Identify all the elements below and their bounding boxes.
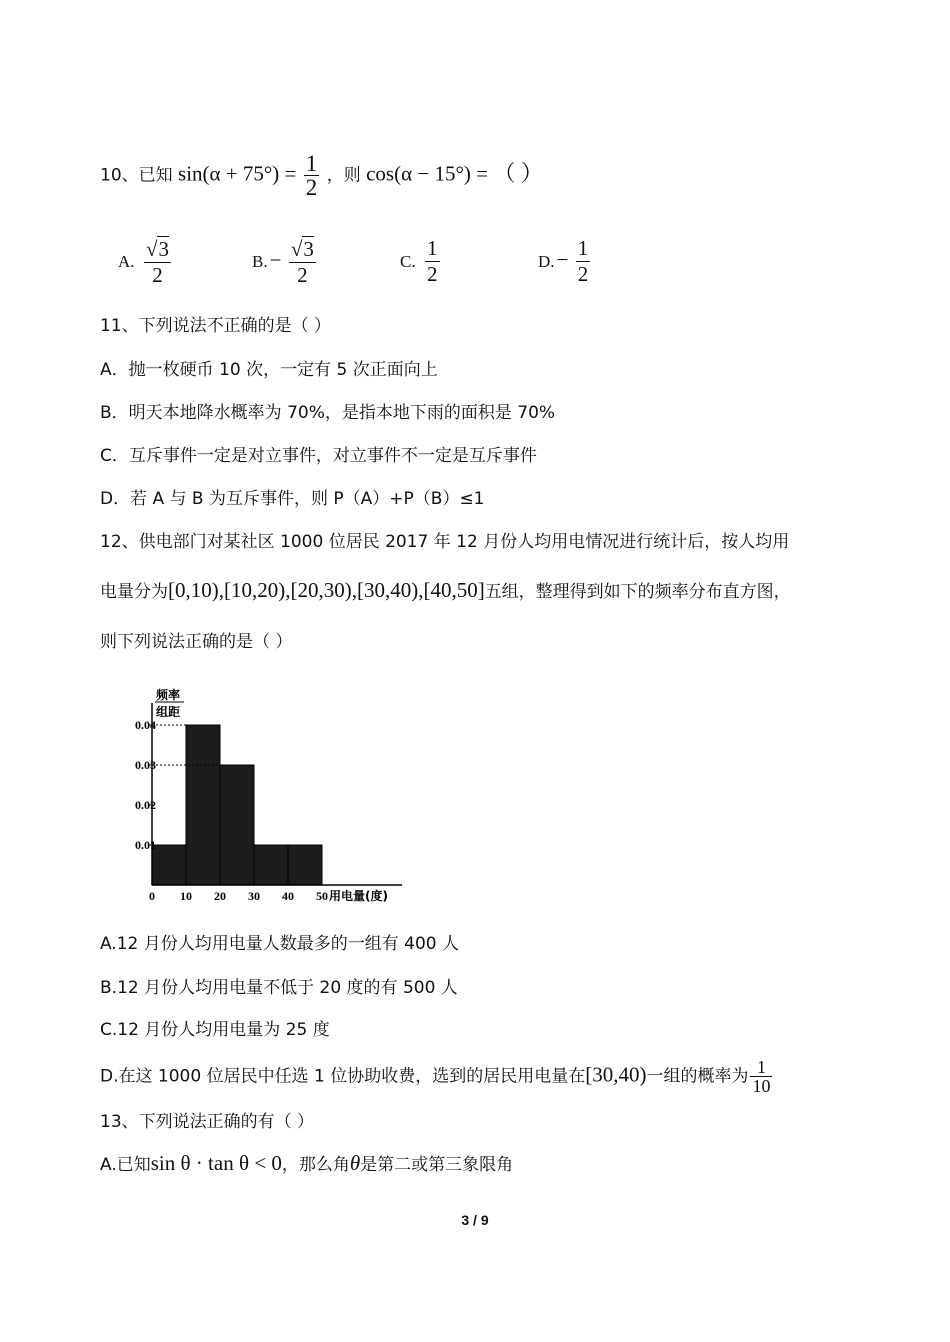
q10-b-num: 3 <box>303 237 314 261</box>
x-tick-label-0: 0 <box>149 889 155 903</box>
x-tick-label-3: 30 <box>248 889 260 903</box>
q11-stem: 11、下列说法不正确的是（ ） <box>100 316 332 336</box>
sqrt-sign: √ <box>145 237 158 261</box>
q11-option-c: C．互斥事件一定是对立事件，对立事件不一定是互斥事件 <box>100 446 537 466</box>
y-axis-label-top: 频率 <box>156 688 181 702</box>
q10-given-num: 1 <box>305 151 318 176</box>
q10-d-num: 1 <box>577 236 589 260</box>
q12-stem-line2 <box>100 580 791 601</box>
q10-given-fraction <box>304 152 320 199</box>
q12-d-den: 10 <box>752 1076 771 1096</box>
q10-option-d <box>538 236 592 287</box>
x-tick-label-4: 40 <box>282 889 294 903</box>
histogram-bar-4 <box>288 845 322 885</box>
q10-option-b <box>252 236 318 288</box>
q10-a-den: 2 <box>144 262 171 288</box>
q13-a-end: 是第二或第三象限角 <box>360 1155 514 1175</box>
q10-a-num: 3 <box>158 237 169 261</box>
q13-a-pre: A.已知 <box>100 1155 151 1175</box>
q12-stem-2b: 五组，整理得到如下的频率分布直方图， <box>484 582 791 602</box>
y-tick-label-1: 0.02 <box>135 798 156 812</box>
q12-d-fraction <box>750 1058 772 1095</box>
q12-d-text2: 一组的概率为 <box>646 1066 749 1087</box>
q10-label: 10、已知 <box>100 165 173 186</box>
q10-a-fraction <box>144 236 171 288</box>
q10-blank: （ ） <box>493 160 543 186</box>
q13-a-math: sin θ · tan θ < 0 <box>150 1151 282 1175</box>
q10-d-fraction <box>576 236 591 287</box>
q12-d-text: D.在这 1000 位居民中任选 1 位协助收费，选到的居民用电量在 <box>100 1066 586 1087</box>
q12-intervals: [0,10),[10,20),[20,30),[30,40),[40,50] <box>168 578 485 602</box>
q13-a-theta: θ <box>349 1151 361 1175</box>
x-tick-label-5: 50 <box>316 889 328 903</box>
histogram-bar-2 <box>220 765 254 885</box>
histogram-bar-1 <box>186 725 220 885</box>
q12-d-interval: [30,40) <box>585 1062 647 1087</box>
q10-b-sign: − <box>269 248 282 272</box>
page-number: 3 / 9 <box>461 1212 489 1228</box>
q10-c-fraction <box>425 236 440 287</box>
y-axis-label-bottom: 组距 <box>156 705 181 719</box>
option-label: D. <box>538 251 555 271</box>
q11-option-b: B．明天本地降水概率为 70%，是指本地下雨的面积是 70% <box>100 403 556 423</box>
option-label: B. <box>252 252 268 271</box>
q12-option-c: C.12 月份人均用电量为 25 度 <box>100 1020 330 1040</box>
y-tick-label-0: 0.01 <box>135 838 156 852</box>
q12-option-b: B.12 月份人均用电量不低于 20 度的有 500 人 <box>100 978 458 998</box>
q10-then: ，则 <box>326 165 361 186</box>
option-label: C. <box>400 251 416 271</box>
q10-d-den: 2 <box>577 262 589 286</box>
option-label: A. <box>118 252 135 271</box>
x-tick-label-1: 10 <box>180 889 192 903</box>
q12-option-d <box>100 1058 774 1095</box>
x-axis-label: 用电量(度) <box>329 889 388 903</box>
histogram-bar-3 <box>254 845 288 885</box>
q12-option-a: A.12 月份人均用电量人数最多的一组有 400 人 <box>100 934 460 954</box>
frequency-histogram <box>135 685 415 910</box>
q13-a-post: ，那么角 <box>281 1155 350 1175</box>
q12-stem-line1: 12、供电部门对某社区 1000 位居民 2017 年 12 月份人均用电情况进行统计后，按人均用 <box>100 532 790 552</box>
q11-option-a: A．抛一枚硬币 10 次，一定有 5 次正面向上 <box>100 360 438 380</box>
q12-stem-2a: 电量分为 <box>100 582 168 602</box>
y-tick-label-2: 0.03 <box>135 758 156 772</box>
q10-target: cos(α − 15°) = <box>366 161 488 186</box>
y-tick-label-3: 0.04 <box>135 718 156 732</box>
q10-b-den: 2 <box>289 262 316 288</box>
q11-option-d: D．若 A 与 B 为互斥事件，则 P（A）+P（B）≤1 <box>100 489 485 509</box>
x-tick-label-2: 20 <box>214 889 226 903</box>
q13-stem: 13、下列说法正确的有（ ） <box>100 1112 315 1132</box>
q13-option-a <box>100 1153 513 1174</box>
q10-given-lhs: sin(α + 75°) = <box>178 161 297 186</box>
histogram-bar-0 <box>152 845 186 885</box>
q10-c-num: 1 <box>427 236 438 260</box>
sqrt-sign: √ <box>290 237 303 261</box>
q10-given-den: 2 <box>305 175 318 200</box>
q10-d-sign: − <box>556 247 569 272</box>
q10-option-c <box>400 236 442 287</box>
q10-c-den: 2 <box>427 262 438 286</box>
q12-stem-line3: 则下列说法正确的是（ ） <box>100 632 293 652</box>
q10-b-fraction <box>289 236 316 288</box>
q10-option-a <box>118 236 173 288</box>
q10-stem <box>100 152 543 199</box>
q12-d-num: 1 <box>756 1057 766 1077</box>
